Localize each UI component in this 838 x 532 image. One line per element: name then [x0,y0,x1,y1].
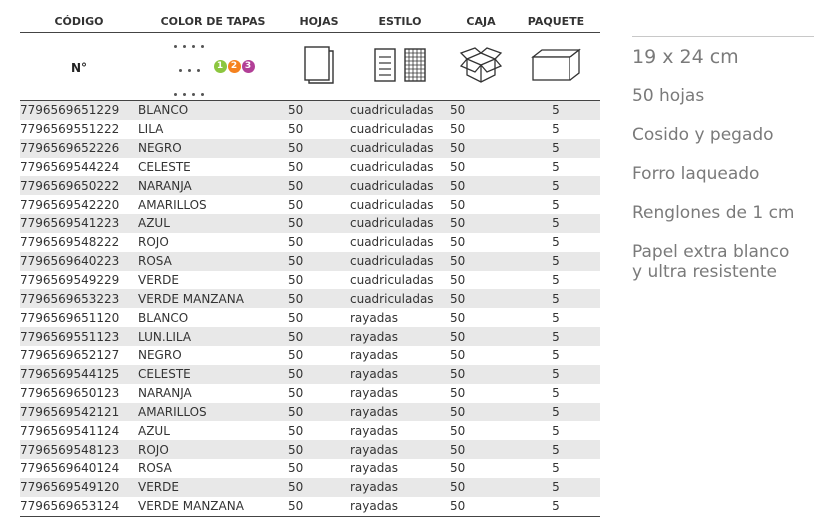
cell-caja: 50 [450,478,512,497]
table-row [20,478,600,497]
cell-hojas: 50 [288,365,350,384]
cell-color: AMARILLOS [138,197,207,212]
cell-codigo: 7796569541223 [20,214,138,233]
badge-three-icon: 3 [242,60,255,73]
cell-hojas: 50 [288,497,350,516]
cell-color: VERDE [138,478,288,497]
cell-paquete: 5 [552,197,560,212]
cell-caja: 50 [450,235,466,250]
cell-color: CELESTE [138,365,288,384]
header-paquete: PAQUETE [512,10,600,33]
cell-color: AMARILLOS [138,403,288,422]
info-divider [632,36,814,37]
cell-estilo: rayadas [350,310,398,325]
info-lines: Renglones de 1 cm [632,203,795,223]
cell-estilo: cuadriculadas [350,176,450,195]
table-row [20,214,600,233]
cell-estilo: cuadriculadas [350,273,434,288]
cell-estilo: cuadriculadas [350,139,450,158]
cell-caja: 50 [450,176,512,195]
cell-paquete: 5 [552,159,560,174]
table-row [20,403,600,422]
cell-hojas: 50 [288,478,350,497]
product-info [632,36,822,301]
cell-hojas: 50 [288,423,304,438]
cell-paquete: 5 [512,478,600,497]
cell-caja: 50 [450,310,466,325]
lined-page-icon [373,47,397,83]
cell-caja: 50 [450,197,466,212]
cell-estilo: cuadriculadas [350,289,450,308]
cell-color: BLANCO [138,101,288,120]
info-paper: Papel extra blanco y ultra resistente [632,242,790,282]
cell-codigo: 7796569541124 [20,423,120,438]
cell-estilo: cuadriculadas [350,159,434,174]
cell-paquete: 5 [512,327,600,346]
cell-color: LUN.LILA [138,327,288,346]
badge-two-icon: 2 [228,60,241,73]
cell-caja: 50 [450,440,512,459]
cell-color: ROJO [138,440,288,459]
cell-estilo: rayadas [350,348,398,363]
cell-paquete: 5 [512,139,600,158]
cell-estilo: rayadas [350,403,450,422]
cell-estilo: rayadas [350,440,450,459]
cell-hojas: 50 [288,101,350,120]
table-row [20,440,600,459]
cell-hojas: 50 [288,122,304,137]
cell-paquete: 5 [552,386,560,401]
cell-codigo: 7796569653223 [20,289,138,308]
cell-codigo: 7796569551123 [20,327,138,346]
cell-caja: 50 [450,101,512,120]
table-row [20,139,600,158]
cell-estilo: rayadas [350,497,450,516]
cell-caja: 50 [450,252,512,271]
table-row [20,365,600,384]
cell-codigo: 7796569640223 [20,252,138,271]
cell-codigo: 7796569652127 [20,348,120,363]
table-row [20,308,600,327]
sheets-icon-cell [288,33,350,101]
cell-estilo: rayadas [350,386,398,401]
table-row [20,101,600,120]
cell-codigo: 7796569548123 [20,440,138,459]
cell-caja: 50 [450,365,512,384]
table-row [20,421,600,440]
cell-hojas: 50 [288,310,304,325]
cell-hojas: 50 [288,403,350,422]
package-icon-cell [512,33,600,101]
cell-codigo: 7796569651120 [20,310,120,325]
cell-caja: 50 [450,423,466,438]
cell-paquete: 5 [552,461,560,476]
table-row [20,459,600,478]
cell-color: LILA [138,122,164,137]
cell-paquete: 5 [512,365,600,384]
cell-codigo: 7796569549229 [20,273,120,288]
cell-hojas: 50 [288,139,350,158]
table-row [20,195,600,214]
cell-hojas: 50 [288,176,350,195]
cell-estilo: rayadas [350,365,450,384]
color-dots-icon [171,33,207,100]
table-row [20,289,600,308]
info-sheets: 50 hojas [632,86,705,106]
cell-color: VERDE [138,273,179,288]
cell-caja: 50 [450,461,466,476]
header-estilo: ESTILO [350,10,450,33]
table-row [20,252,600,271]
cell-estilo: cuadriculadas [350,101,450,120]
table-row [20,233,600,252]
table-row [20,384,600,403]
cell-hojas: 50 [288,289,350,308]
cell-estilo: cuadriculadas [350,122,434,137]
header-caja: CAJA [450,10,512,33]
cell-color: VERDE MANZANA [138,289,288,308]
sheets-icon [301,45,337,85]
header-color: COLOR DE TAPAS [138,10,288,33]
cell-estilo: rayadas [350,461,398,476]
cell-color: NARANJA [138,176,288,195]
cell-codigo: 7796569549120 [20,478,138,497]
cell-paquete: 5 [552,423,560,438]
cell-paquete: 5 [512,252,600,271]
cell-hojas: 50 [288,159,304,174]
cell-estilo: cuadriculadas [350,235,434,250]
table-row [20,327,600,346]
cell-hojas: 50 [288,214,350,233]
package-icon [530,47,582,83]
grid-page-icon [403,47,427,83]
badge-one-icon: 1 [214,60,227,73]
cell-codigo: 7796569542121 [20,403,138,422]
product-table-container [20,10,600,517]
cell-paquete: 5 [512,214,600,233]
info-binding: Cosido y pegado [632,125,774,145]
info-size: 19 x 24 cm [632,46,739,68]
cell-color: NARANJA [138,386,192,401]
cell-paquete: 5 [552,273,560,288]
cell-estilo: cuadriculadas [350,214,450,233]
cell-hojas: 50 [288,235,304,250]
cell-color: NEGRO [138,348,182,363]
table-row [20,120,600,139]
cell-color: NEGRO [138,139,288,158]
cell-paquete: 5 [512,497,600,516]
cell-codigo: 7796569551222 [20,122,120,137]
cell-caja: 50 [450,159,466,174]
cell-paquete: 5 [512,101,600,120]
cell-hojas: 50 [288,386,304,401]
cell-hojas: 50 [288,197,304,212]
cell-paquete: 5 [552,235,560,250]
table-row [20,497,600,516]
cell-codigo: 7796569653124 [20,497,138,516]
cell-codigo: 7796569542220 [20,197,120,212]
icon-row [20,33,600,101]
style-icon-cell [350,33,450,101]
cell-estilo: cuadriculadas [350,252,450,271]
table-row [20,271,600,290]
cell-paquete: 5 [512,176,600,195]
cell-estilo: rayadas [350,327,450,346]
cell-color: CELESTE [138,159,191,174]
info-cover: Forro laqueado [632,164,760,184]
header-codigo: CÓDIGO [20,10,138,33]
cell-caja: 50 [450,122,466,137]
cell-caja: 50 [450,348,466,363]
cell-paquete: 5 [512,289,600,308]
open-box-icon [459,45,503,85]
cell-color: BLANCO [138,310,189,325]
cell-estilo: rayadas [350,478,450,497]
cell-codigo: 7796569651229 [20,101,138,120]
cell-hojas: 50 [288,273,304,288]
cell-hojas: 50 [288,461,304,476]
cell-caja: 50 [450,386,466,401]
table-row [20,158,600,177]
cell-paquete: 5 [512,403,600,422]
cell-caja: 50 [450,214,512,233]
cell-codigo: 7796569652226 [20,139,138,158]
cell-paquete: 5 [552,348,560,363]
cell-codigo: 7796569548222 [20,235,120,250]
cell-codigo: 7796569640124 [20,461,120,476]
cell-hojas: 50 [288,348,304,363]
cell-paquete: 5 [512,440,600,459]
cell-paquete: 5 [552,122,560,137]
cell-caja: 50 [450,273,466,288]
color-icon-cell [138,33,288,101]
cell-caja: 50 [450,327,512,346]
cell-color: AZUL [138,423,170,438]
header-row [20,10,600,33]
cell-color: ROSA [138,461,172,476]
cell-codigo: 7796569544125 [20,365,138,384]
cell-estilo: rayadas [350,423,398,438]
product-table [20,10,600,517]
cell-paquete: 5 [552,310,560,325]
cell-color: VERDE MANZANA [138,497,288,516]
table-body [20,101,600,517]
cell-hojas: 50 [288,440,350,459]
cell-color: AZUL [138,214,288,233]
header-hojas: HOJAS [288,10,350,33]
cell-caja: 50 [450,497,512,516]
cell-caja: 50 [450,403,512,422]
cell-codigo: 7796569544224 [20,159,120,174]
number-label: N° [70,61,88,75]
cell-color: ROJO [138,235,169,250]
cell-caja: 50 [450,289,512,308]
cell-caja: 50 [450,139,512,158]
cell-hojas: 50 [288,327,350,346]
number-cell [20,33,138,101]
box-icon-cell [450,33,512,101]
cell-codigo: 7796569650123 [20,386,120,401]
cell-estilo: cuadriculadas [350,197,434,212]
cell-hojas: 50 [288,252,350,271]
cell-codigo: 7796569650222 [20,176,138,195]
table-row [20,176,600,195]
cell-color: ROSA [138,252,288,271]
table-row [20,346,600,365]
